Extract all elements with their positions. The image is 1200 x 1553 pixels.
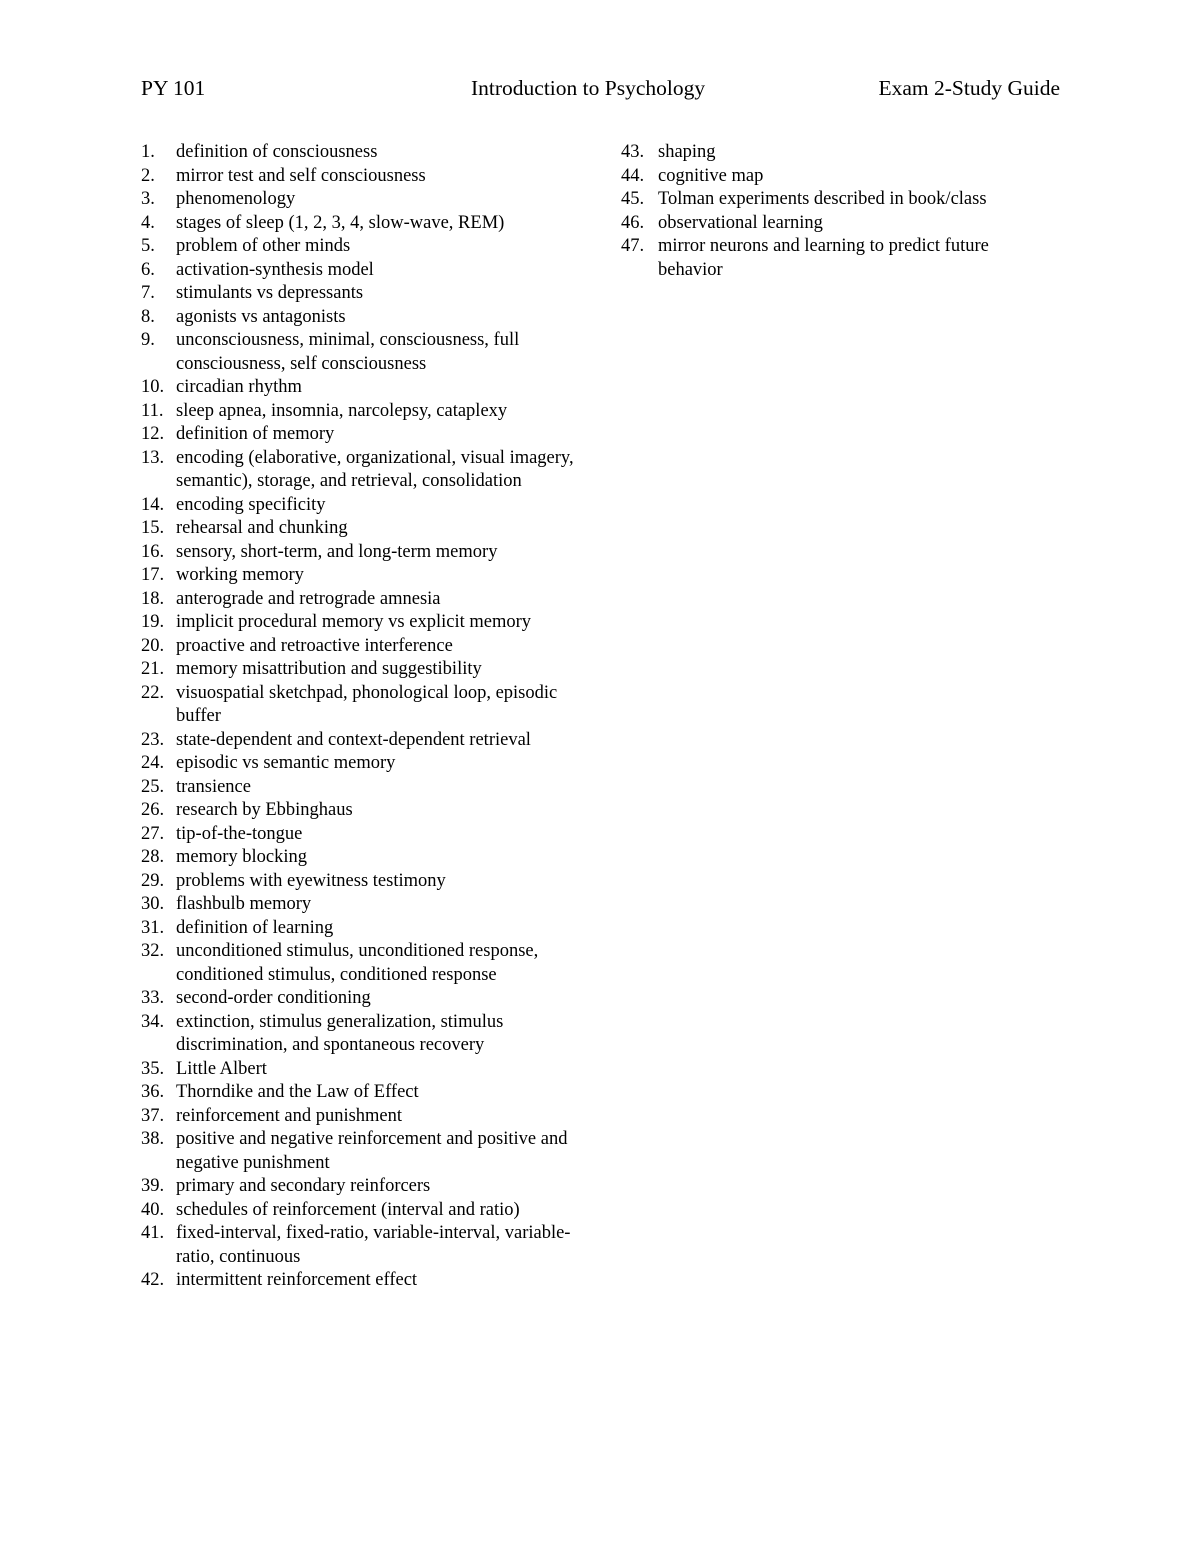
item-text: phenomenology [176, 189, 296, 209]
study-item [141, 635, 586, 659]
item-text: flashbulb memory [176, 894, 312, 914]
item-number: 32. [141, 941, 165, 961]
study-item [141, 917, 586, 941]
item-text: implicit procedural memory vs explicit memory [176, 612, 532, 632]
item-number: 26. [141, 800, 165, 820]
item-text: encoding specificity [176, 494, 326, 515]
study-item [141, 729, 586, 753]
item-text: cognitive map [658, 165, 764, 186]
item-text: stimulants vs depressants [176, 283, 364, 303]
item-number: 12. [141, 424, 165, 444]
study-item [141, 188, 586, 212]
study-item [141, 658, 586, 682]
study-item [141, 282, 586, 306]
study-list-left-column [141, 141, 586, 1293]
study-item [141, 1222, 586, 1269]
study-item [141, 940, 586, 987]
study-item [141, 1128, 586, 1175]
item-text: visuospatial sketchpad, phonological loop, episodic buffer [176, 682, 558, 726]
item-number: 8. [141, 306, 155, 327]
study-item [141, 423, 586, 447]
item-number: 31. [141, 917, 165, 938]
study-item [141, 376, 586, 400]
item-number: 29. [141, 870, 165, 891]
study-item [141, 1175, 586, 1199]
item-number: 40. [141, 1199, 165, 1220]
item-text: problem of other minds [176, 236, 351, 256]
item-number: 20. [141, 635, 165, 656]
item-text: definition of learning [176, 917, 334, 938]
study-item [141, 611, 586, 635]
item-text: fixed-interval, fixed-ratio, variable-interval, variable-ratio, continuous [176, 1223, 571, 1267]
study-item [141, 1011, 586, 1058]
study-item [141, 564, 586, 588]
study-item [141, 682, 586, 729]
item-text: agonists vs antagonists [176, 306, 346, 327]
item-text: activation-synthesis model [176, 259, 374, 280]
study-item [141, 235, 586, 259]
item-text: unconsciousness, minimal, consciousness, full consciousness, self consciousness [176, 330, 520, 374]
study-item [141, 987, 586, 1011]
study-item [141, 752, 586, 776]
item-text: observational learning [658, 212, 823, 233]
item-number: 43. [621, 142, 645, 162]
item-text: mirror test and self consciousness [176, 165, 426, 186]
item-number: 6. [141, 259, 155, 280]
item-number: 42. [141, 1270, 165, 1290]
item-text: tip-of-the-tongue [176, 823, 303, 844]
item-number: 10. [141, 377, 165, 397]
item-text: definition of memory [176, 424, 335, 444]
item-text: Little Albert [176, 1058, 267, 1079]
item-text: extinction, stimulus generalization, stimulus discrimination, and spontaneous recovery [176, 1011, 504, 1055]
study-item [621, 212, 1051, 236]
item-text: shaping [658, 142, 716, 162]
study-item [141, 165, 586, 189]
study-item [621, 235, 1051, 282]
item-number: 24. [141, 753, 165, 773]
item-number: 18. [141, 588, 165, 609]
item-number: 15. [141, 518, 165, 538]
study-item [621, 188, 1051, 212]
study-item [141, 588, 586, 612]
item-number: 17. [141, 565, 165, 585]
item-number: 30. [141, 894, 165, 914]
course-code: PY 101 [141, 76, 206, 100]
study-item [141, 259, 586, 283]
study-item [141, 141, 586, 165]
item-text: state-dependent and context-dependent retrieval [176, 729, 531, 750]
study-item [141, 1105, 586, 1129]
item-number: 9. [141, 330, 155, 350]
item-text: reinforcement and punishment [176, 1105, 403, 1126]
item-number: 16. [141, 541, 165, 562]
item-text: problems with eyewitness testimony [176, 870, 446, 891]
study-item [141, 329, 586, 376]
study-item [141, 1269, 586, 1293]
item-number: 35. [141, 1058, 165, 1079]
study-item [141, 823, 586, 847]
item-text: unconditioned stimulus, unconditioned response, conditioned stimulus, conditioned response [176, 941, 539, 985]
item-number: 14. [141, 494, 165, 515]
item-number: 4. [141, 212, 155, 233]
item-number: 27. [141, 823, 165, 844]
item-number: 7. [141, 283, 155, 303]
item-text: encoding (elaborative, organizational, visual imagery, semantic), storage, and retrieval, consolidation [176, 447, 574, 491]
item-number: 19. [141, 612, 165, 632]
study-item [141, 846, 586, 870]
item-text: mirror neurons and learning to predict future behavior [658, 236, 989, 280]
study-item [141, 1199, 586, 1223]
item-number: 33. [141, 988, 165, 1008]
item-text: sensory, short-term, and long-term memory [176, 541, 498, 562]
item-number: 1. [141, 142, 155, 162]
item-text: intermittent reinforcement effect [176, 1270, 418, 1290]
item-text: circadian rhythm [176, 377, 302, 397]
study-item [141, 1081, 586, 1105]
item-text: second-order conditioning [176, 988, 371, 1008]
item-text: Tolman experiments described in book/class [658, 189, 987, 209]
item-text: stages of sleep (1, 2, 3, 4, slow-wave, REM) [176, 212, 505, 233]
item-number: 44. [621, 165, 645, 186]
study-item [621, 165, 1051, 189]
item-text: working memory [176, 565, 304, 585]
study-item [141, 776, 586, 800]
item-text: sleep apnea, insomnia, narcolepsy, cataplexy [176, 400, 508, 421]
study-item [141, 1058, 586, 1082]
course-title: Introduction to Psychology [471, 76, 706, 100]
item-text: Thorndike and the Law of Effect [176, 1082, 419, 1102]
item-text: anterograde and retrograde amnesia [176, 588, 441, 609]
study-item [621, 141, 1051, 165]
item-number: 36. [141, 1082, 165, 1102]
item-number: 34. [141, 1011, 165, 1032]
item-number: 38. [141, 1129, 165, 1149]
study-item [141, 306, 586, 330]
item-number: 47. [621, 236, 645, 256]
item-number: 39. [141, 1176, 165, 1196]
item-number: 23. [141, 729, 165, 750]
item-number: 13. [141, 447, 165, 468]
item-number: 46. [621, 212, 645, 233]
study-item [141, 400, 586, 424]
study-item [141, 870, 586, 894]
item-number: 45. [621, 189, 645, 209]
item-text: proactive and retroactive interference [176, 635, 453, 656]
study-item [141, 212, 586, 236]
item-number: 25. [141, 776, 165, 797]
study-item [141, 799, 586, 823]
item-text: memory misattribution and suggestibility [176, 659, 482, 679]
study-item [141, 541, 586, 565]
item-text: rehearsal and chunking [176, 518, 348, 538]
item-text: memory blocking [176, 847, 308, 867]
study-item [141, 447, 586, 494]
item-number: 11. [141, 400, 164, 421]
item-text: episodic vs semantic memory [176, 753, 396, 773]
document-title: Exam 2-Study Guide [878, 76, 1060, 100]
item-number: 37. [141, 1105, 165, 1126]
page-header [141, 72, 1060, 104]
item-number: 41. [141, 1223, 165, 1243]
item-number: 3. [141, 189, 155, 209]
study-item [141, 893, 586, 917]
study-item [141, 494, 586, 518]
item-text: definition of consciousness [176, 142, 378, 162]
item-number: 2. [141, 165, 155, 186]
item-text: positive and negative reinforcement and positive and negative punishment [176, 1129, 568, 1173]
item-text: transience [176, 776, 251, 797]
item-number: 22. [141, 682, 165, 703]
item-number: 21. [141, 659, 165, 679]
item-number: 28. [141, 847, 165, 867]
study-item [141, 517, 586, 541]
item-text: primary and secondary reinforcers [176, 1176, 431, 1196]
item-number: 5. [141, 236, 155, 256]
item-text: research by Ebbinghaus [176, 800, 353, 820]
item-text: schedules of reinforcement (interval and ratio) [176, 1199, 520, 1220]
study-list-right-column [621, 141, 1051, 282]
